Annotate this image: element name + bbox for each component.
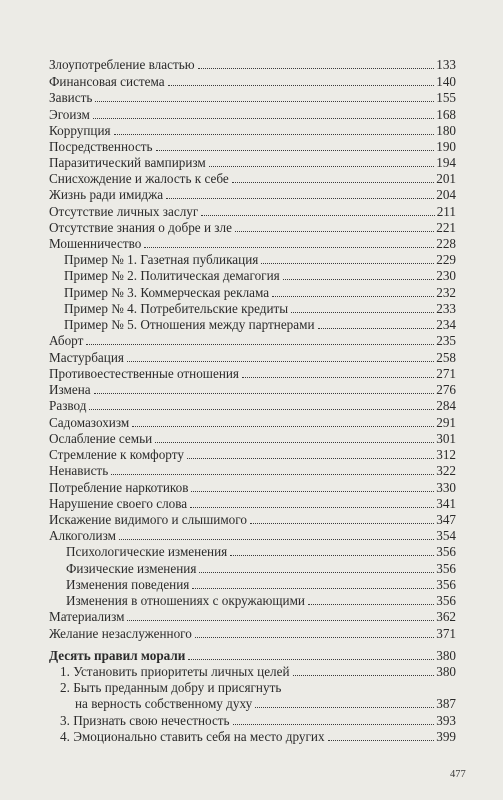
dot-leader — [199, 572, 434, 573]
toc-entry-title: Физические изменения — [66, 561, 197, 576]
dot-leader — [190, 507, 434, 508]
toc-entry[interactable] — [49, 447, 456, 463]
toc-entry-page: 155 — [436, 90, 456, 105]
toc-entry-title: Аборт — [49, 333, 84, 348]
toc-entry-title: Мошенничество — [49, 236, 142, 251]
toc-entry[interactable] — [49, 74, 456, 90]
toc-entry-page: 380 — [436, 664, 456, 679]
dot-leader — [94, 393, 435, 394]
toc-entry-page: 322 — [436, 463, 456, 478]
toc-entry-title: Эгоизм — [49, 107, 90, 122]
dot-leader — [192, 588, 434, 589]
toc-entry[interactable] — [49, 90, 456, 106]
toc-entry-title: Потребление наркотиков — [49, 480, 189, 495]
toc-entry-title: Пример № 1. Газетная публикация — [64, 252, 259, 267]
toc-subentry[interactable] — [66, 561, 456, 577]
toc-entry[interactable] — [49, 171, 456, 187]
dot-leader — [156, 150, 435, 151]
toc-entry-page: 291 — [436, 415, 456, 430]
toc-entry-title: Коррупция — [49, 123, 111, 138]
toc-entry[interactable] — [49, 204, 456, 220]
toc-entry-page: 356 — [436, 544, 456, 559]
toc-subentry[interactable] — [64, 285, 456, 301]
toc-entry-page: 362 — [436, 609, 456, 624]
dot-leader — [191, 491, 434, 492]
toc-entry[interactable] — [49, 155, 456, 171]
dot-leader — [127, 361, 434, 362]
toc-entry-page: 140 — [436, 74, 456, 89]
toc-entry-title: Развод — [49, 398, 87, 413]
toc-entry-page: 211 — [436, 204, 456, 219]
toc-entry-page: 301 — [436, 431, 456, 446]
toc-entry-page: 356 — [436, 577, 456, 592]
toc-entry-title: Пример № 5. Отношения между партнерами — [64, 317, 315, 332]
toc-subentry[interactable] — [64, 252, 456, 268]
toc-entry-page: 330 — [436, 480, 456, 495]
toc-entry-title: Садомазохизм — [49, 415, 130, 430]
toc-entry-page: 235 — [436, 333, 456, 348]
dot-leader — [328, 740, 435, 741]
dot-leader — [195, 637, 434, 638]
toc-entry-title: Пример № 3. Коммерческая реклама — [64, 285, 270, 300]
toc-entry-title: Материализм — [49, 609, 125, 624]
toc-entry[interactable] — [49, 187, 456, 203]
toc-entry[interactable] — [49, 431, 456, 447]
toc-subentry[interactable] — [64, 268, 456, 284]
toc-entry-title: Отсутствие личных заслуг — [49, 204, 199, 219]
dot-leader — [86, 344, 434, 345]
toc-entry-title: Пример № 2. Политическая демагогия — [64, 268, 280, 283]
toc-entry[interactable] — [49, 609, 456, 625]
toc-entry[interactable] — [49, 236, 456, 252]
toc-entry-title: Отсутствие знания о добре и зле — [49, 220, 232, 235]
toc-entry-page: 201 — [436, 171, 456, 186]
dot-leader — [318, 328, 435, 329]
toc-subentry[interactable] — [60, 729, 456, 745]
dot-leader — [93, 118, 434, 119]
dot-leader — [111, 474, 434, 475]
toc-entry-title: Алкоголизм — [49, 528, 116, 543]
dot-leader — [166, 198, 434, 199]
toc-subentry[interactable] — [66, 593, 456, 609]
toc-entry[interactable] — [49, 512, 456, 528]
toc-entry-page: 347 — [436, 512, 456, 527]
toc-subentry[interactable] — [64, 317, 456, 333]
toc-entry-title: Паразитический вампиризм — [49, 155, 206, 170]
dot-leader — [127, 620, 434, 621]
toc-entry-title: Финансовая система — [49, 74, 165, 89]
toc-entry-page: 168 — [436, 107, 456, 122]
toc-entry-title: Посредственность — [49, 139, 153, 154]
toc-entry[interactable] — [49, 382, 456, 398]
dot-leader — [293, 675, 435, 676]
toc-subentry[interactable] — [60, 713, 456, 729]
toc-entry[interactable] — [49, 528, 456, 544]
toc-entry-page: 232 — [436, 285, 456, 300]
toc-entry-title: Психологические изменения — [66, 544, 228, 559]
dot-leader — [187, 458, 434, 459]
toc-entry[interactable] — [49, 107, 456, 123]
dot-leader — [291, 312, 434, 313]
toc-entry-page: 271 — [436, 366, 456, 381]
toc-entry[interactable] — [49, 333, 456, 349]
toc-entry[interactable] — [49, 366, 456, 382]
toc-entry[interactable] — [49, 398, 456, 414]
dot-leader — [242, 377, 434, 378]
toc-entry[interactable] — [49, 626, 456, 642]
toc-entry-title: Пример № 4. Потребительские кредиты — [64, 301, 289, 316]
toc-entry-page: 204 — [436, 187, 456, 202]
toc-entry-title: Искажение видимого и слышимого — [49, 512, 247, 527]
toc-entry[interactable] — [49, 220, 456, 236]
dot-leader — [272, 296, 434, 297]
toc-subentry[interactable] — [64, 301, 456, 317]
toc-entry-page: 387 — [436, 696, 456, 711]
toc-subentry[interactable] — [75, 696, 456, 712]
toc-entry-title: Изменения поведения — [66, 577, 190, 592]
toc-entry-page: 180 — [436, 123, 456, 138]
dot-leader — [232, 182, 435, 183]
toc-section-heading[interactable] — [49, 648, 456, 664]
toc-entry-page: 233 — [436, 301, 456, 316]
toc-entry-page: 393 — [436, 713, 456, 728]
toc-entry-page: 229 — [436, 252, 456, 267]
toc-entry-page: 190 — [436, 139, 456, 154]
toc-entry-title-line1: 2. Быть преданным добру и присягнуть — [60, 680, 282, 695]
toc-entry-page: 234 — [436, 317, 456, 332]
dot-leader — [95, 101, 434, 102]
dot-leader — [168, 85, 435, 86]
toc-entry[interactable] — [49, 123, 456, 139]
toc-entry-page: 221 — [436, 220, 456, 235]
toc-entry[interactable] — [49, 57, 456, 73]
toc-entry-page: 194 — [436, 155, 456, 170]
toc-entry-title: Десять правил морали — [49, 648, 186, 663]
dot-leader — [261, 263, 434, 264]
toc-entry-page: 399 — [436, 729, 456, 744]
toc-entry-page: 276 — [436, 382, 456, 397]
toc-entry-page: 341 — [436, 496, 456, 511]
toc-entry-title: Зависть — [49, 90, 93, 105]
dot-leader — [233, 724, 435, 725]
toc-entry[interactable] — [49, 463, 456, 479]
page-number: 477 — [450, 769, 466, 780]
toc-entry-title: 4. Эмоционально ставить себя на место других — [60, 729, 325, 744]
toc-entry-title: Противоестественные отношения — [49, 366, 239, 381]
dot-leader — [230, 555, 434, 556]
toc-entry-page: 356 — [436, 593, 456, 608]
toc-entry-title: Изменения в отношениях с окружающими — [66, 593, 305, 608]
toc-entry[interactable] — [49, 350, 456, 366]
toc-entry-page: 312 — [436, 447, 456, 462]
dot-leader — [283, 279, 435, 280]
toc-entry[interactable] — [49, 496, 456, 512]
toc-entry-title: Жизнь ради имиджа — [49, 187, 164, 202]
dot-leader — [198, 68, 435, 69]
dot-leader — [155, 442, 434, 443]
toc-subentry[interactable] — [66, 544, 456, 560]
toc-entry-title: Измена — [49, 382, 91, 397]
toc-entry-page: 284 — [436, 398, 456, 413]
toc-entry-page: 228 — [436, 236, 456, 251]
dot-leader — [114, 134, 435, 135]
toc-entry-title: Желание незаслуженного — [49, 626, 192, 641]
dot-leader — [235, 231, 434, 232]
toc-entry-page: 258 — [436, 350, 456, 365]
dot-leader — [250, 523, 434, 524]
dot-leader — [132, 426, 434, 427]
dot-leader — [188, 659, 434, 660]
toc-entry[interactable] — [49, 415, 456, 431]
toc-entry-page: 354 — [436, 528, 456, 543]
toc-entry-page: 380 — [436, 648, 456, 663]
toc-entry-title: Злоупотребление властью — [49, 57, 195, 72]
toc-entry-title: 1. Установить приоритеты личных целей — [60, 664, 290, 679]
toc-entry[interactable] — [49, 480, 456, 496]
toc-entry-title: Стремление к комфорту — [49, 447, 184, 462]
dot-leader — [209, 166, 434, 167]
dot-leader — [89, 409, 434, 410]
toc-entry-title: Ненависть — [49, 463, 109, 478]
toc-entry-title: Мастурбация — [49, 350, 124, 365]
dot-leader — [201, 215, 434, 216]
toc-entry-title: Нарушение своего слова — [49, 496, 188, 511]
toc-entry-page: 230 — [436, 268, 456, 283]
dot-leader — [308, 604, 434, 605]
toc-entry-page: 133 — [436, 57, 456, 72]
toc-entry-page: 371 — [436, 626, 456, 641]
toc-subentry[interactable] — [60, 664, 456, 680]
dot-leader — [119, 539, 434, 540]
toc-entry-title: 3. Признать свою нечестность — [60, 713, 230, 728]
toc-entry-title: Снисхождение и жалость к себе — [49, 171, 229, 186]
toc-subentry[interactable] — [66, 577, 456, 593]
dot-leader — [255, 707, 434, 708]
toc-entry[interactable] — [49, 139, 456, 155]
toc-entry-title: Ослабление семьи — [49, 431, 153, 446]
toc-entry-title: на верность собственному духу — [75, 696, 253, 711]
toc-entry-page: 356 — [436, 561, 456, 576]
dot-leader — [144, 247, 434, 248]
